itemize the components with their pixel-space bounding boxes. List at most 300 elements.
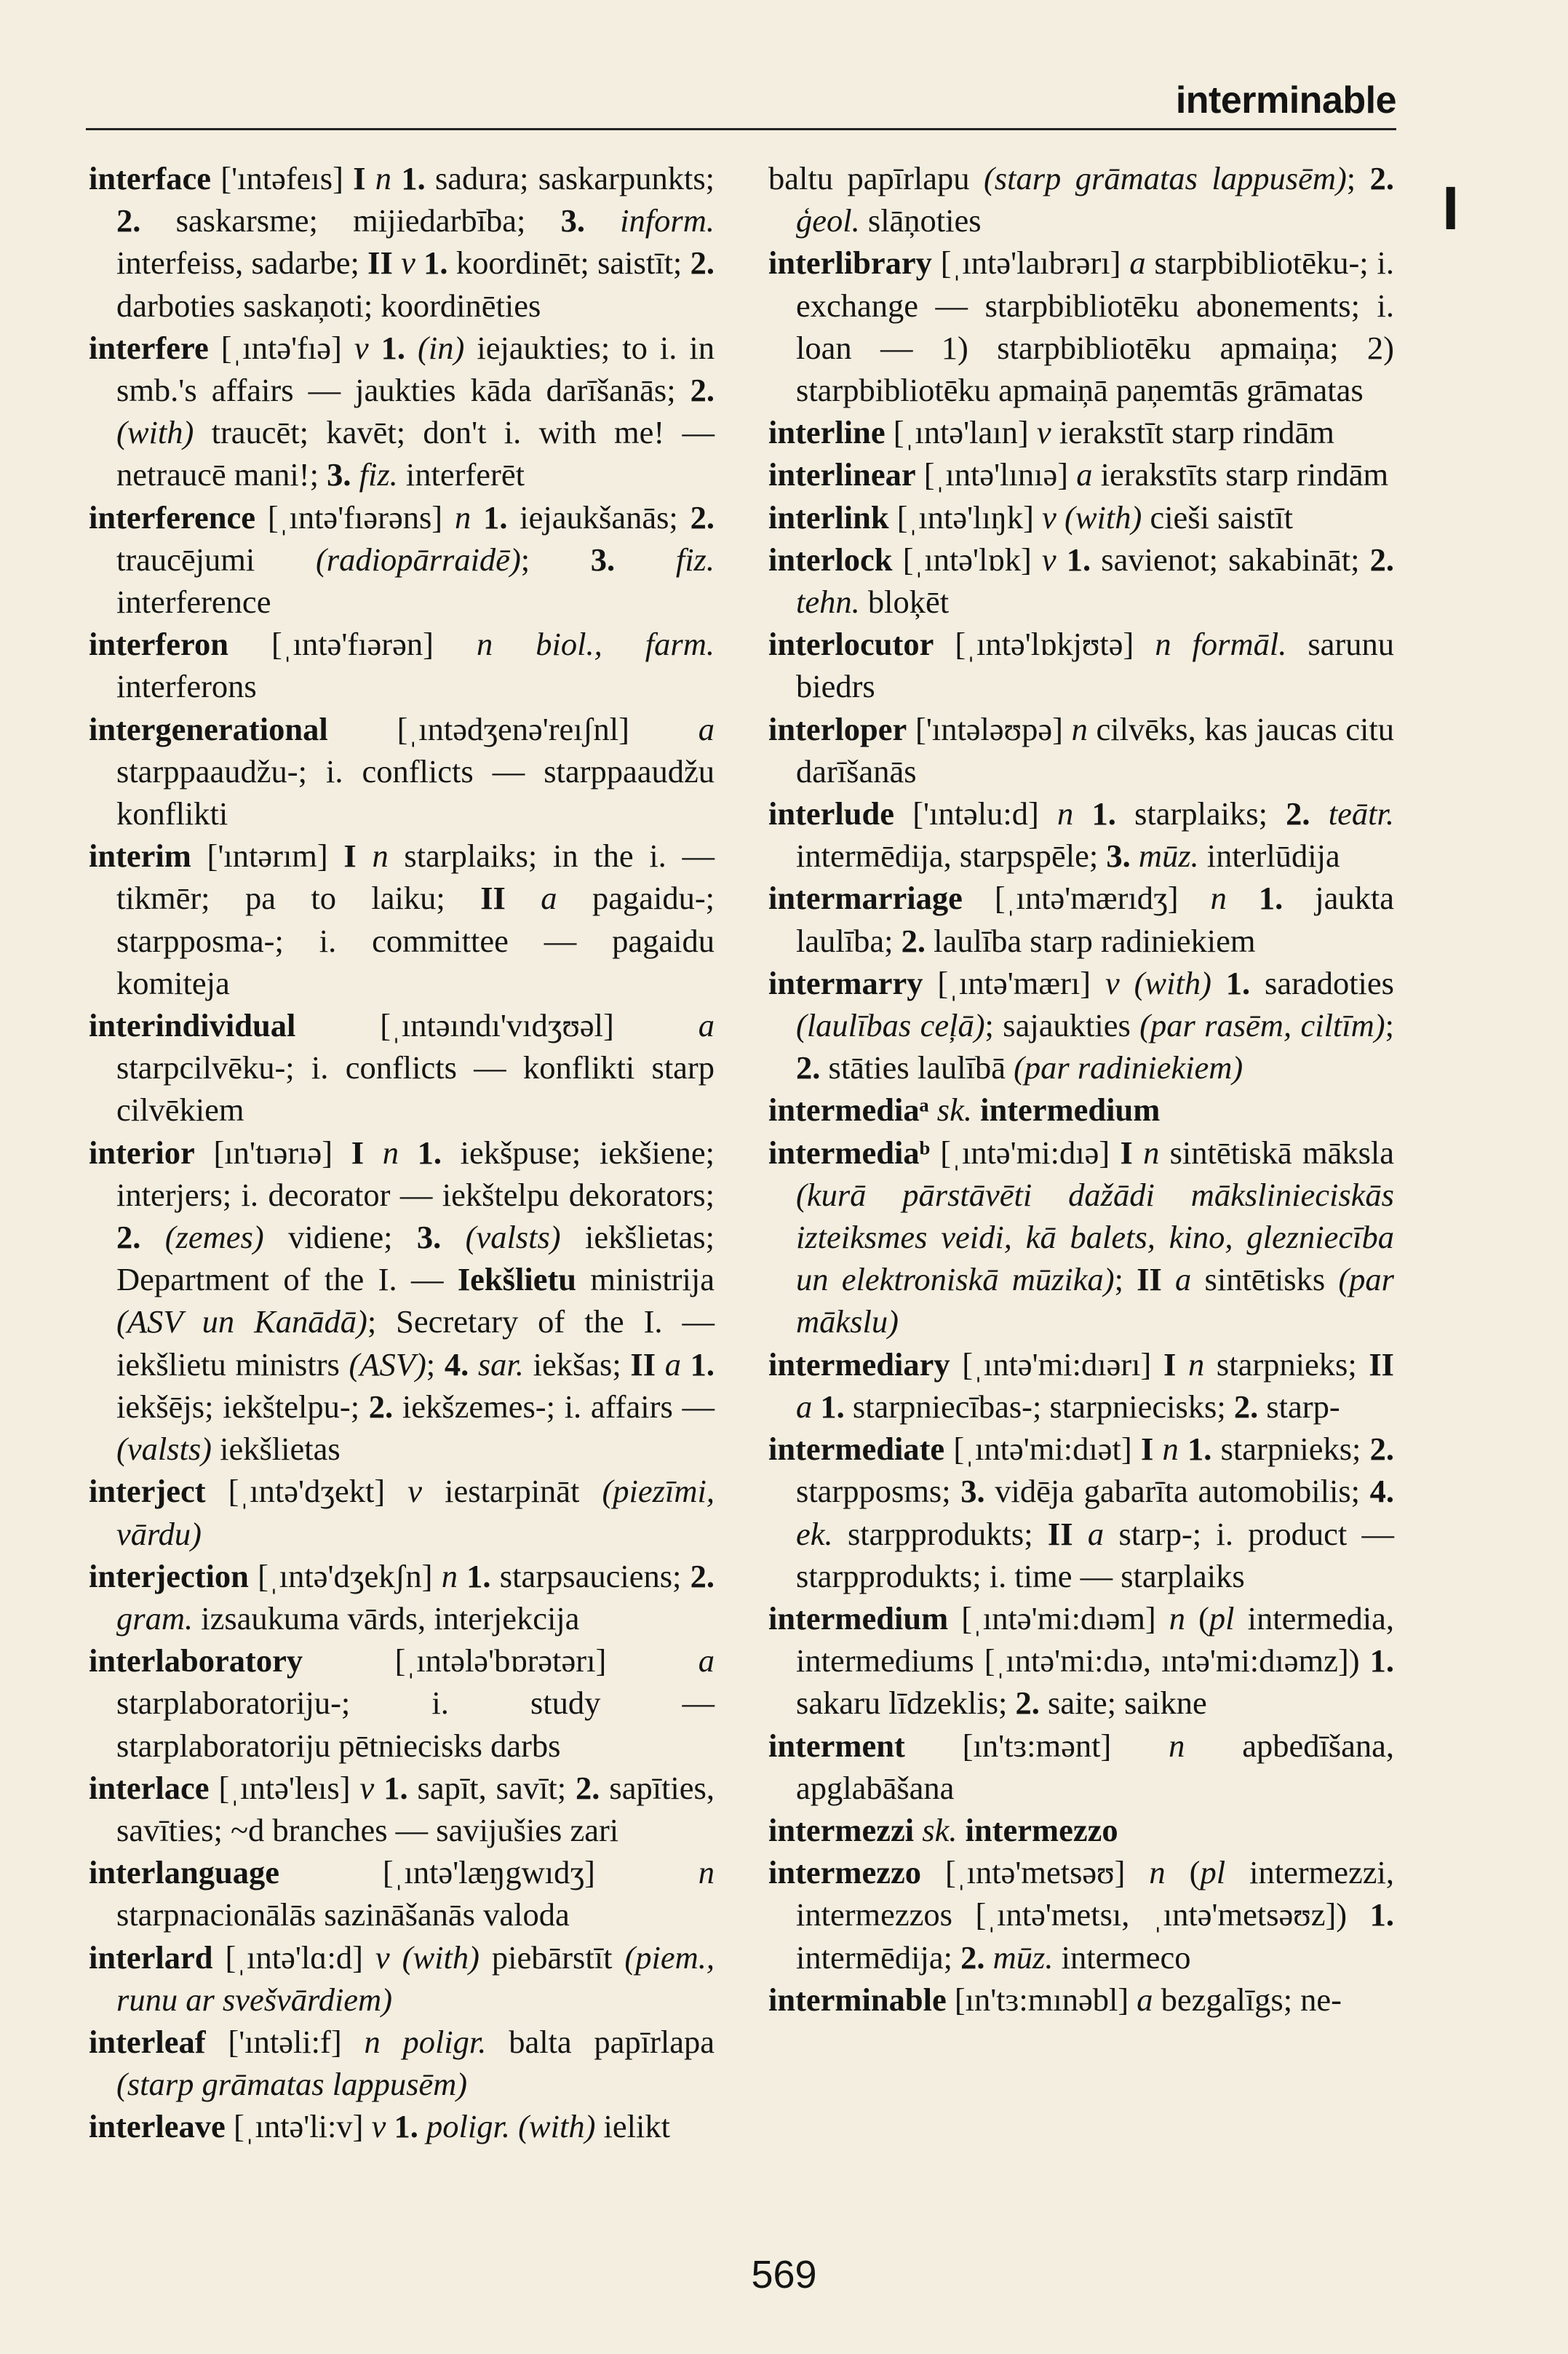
entry-label-italic: n	[372, 838, 405, 875]
entry-label-italic: mūz.	[1130, 838, 1199, 875]
dictionary-entry	[768, 1428, 1394, 1597]
entry-sense-number: 3.	[416, 1219, 442, 1256]
entry-text: ministrija	[576, 1261, 715, 1298]
entry-sense-number: 1.	[483, 498, 508, 536]
entry-label-italic: a	[698, 710, 715, 747]
entry-text: [ˌıntə'læŋgwıdʒ]	[279, 1854, 699, 1891]
entry-headword: interim	[89, 838, 191, 875]
entry-label-italic: (ASV)	[349, 1345, 426, 1383]
entry-label-italic: v (with)	[1042, 498, 1142, 536]
right-column	[768, 157, 1394, 2021]
entry-headword: intermarry	[768, 964, 923, 1001]
entry-headword: interlink	[768, 498, 889, 536]
entry-sense-number: 1.	[1187, 1431, 1212, 1468]
entry-text: balta papīrlapa	[486, 2023, 715, 2060]
entry-text: iestarpināt	[445, 1473, 602, 1510]
entry-text: starpnieks;	[1211, 1431, 1370, 1468]
entry-text: vidiene;	[263, 1219, 417, 1256]
entry-sense-number: intermedium	[971, 1091, 1161, 1129]
entry-text: starplaiks;	[1115, 795, 1286, 832]
entry-sense-number: I	[351, 1134, 383, 1171]
entry-sense-number: 1.	[394, 2108, 418, 2145]
entry-text: izsaukuma vārds, interjekcija	[193, 1599, 580, 1637]
entry-headword: interject	[89, 1473, 206, 1510]
dictionary-entry	[768, 538, 1394, 623]
entry-headword: intermezzi	[768, 1811, 915, 1848]
entry-text: piebārstīt	[479, 1939, 625, 1976]
entry-label-italic: inform.	[584, 202, 715, 239]
entry-sense-number: 2.	[690, 1557, 715, 1594]
entry-headword: interface	[89, 160, 212, 196]
entry-headword: interlanguage	[89, 1854, 280, 1891]
dictionary-entry	[768, 1809, 1394, 1851]
entry-label-italic: (radiopārraidē)	[315, 541, 521, 578]
entry-sense-number: 2.	[1369, 1431, 1394, 1468]
entry-text: ierakstīt starp rindām	[1059, 414, 1334, 451]
entry-text: sarunu biedrs	[796, 626, 1394, 705]
entry-label-italic: a	[1137, 1981, 1161, 2018]
entry-text: intermēdija, starpspēle;	[796, 838, 1107, 875]
entry-text: ['ıntələʊpə]	[907, 710, 1072, 747]
entry-sense-number: 2.	[1369, 160, 1394, 196]
entry-label-italic: v	[371, 2108, 394, 2145]
entry-sense-number: 4.	[444, 1345, 469, 1383]
dictionary-entry	[89, 327, 715, 496]
entry-label-italic: n	[1169, 1599, 1199, 1637]
entry-headword: interfere	[89, 329, 209, 366]
entry-headword: interlard	[89, 1939, 213, 1976]
entry-headword: interlock	[768, 541, 893, 578]
entry-headword: interindividual	[89, 1007, 296, 1044]
entry-sense-number: 4.	[1369, 1473, 1394, 1510]
entry-label-italic: n	[698, 1854, 715, 1891]
entry-sense-number: 3.	[1106, 838, 1131, 875]
entry-label-italic: (piem., runu ar svešvārdiem)	[116, 1939, 715, 2018]
entry-text: saskarsme; mijiedarbība;	[140, 202, 561, 239]
entry-text: [ˌıntə'lɒkjʊtə]	[934, 626, 1155, 663]
entry-label-italic: n	[1071, 710, 1097, 747]
entry-label-italic: n	[1187, 1345, 1217, 1383]
entry-headword: interment	[768, 1727, 905, 1764]
entry-text: starppaaudžu-; i. conflicts — starppaaudžu konflikti	[116, 752, 715, 832]
entry-headword: intermediary	[768, 1345, 950, 1383]
entry-headword: interference	[89, 498, 255, 536]
entry-sense-number: 2.	[1286, 795, 1310, 832]
entry-text: (	[1198, 1599, 1209, 1637]
entry-label-italic: (ASV un Kanādā)	[116, 1303, 367, 1340]
entry-sense-number: 2.	[116, 1219, 141, 1256]
entry-label-italic: (laulības ceļā)	[796, 1007, 985, 1044]
entry-text: ielikt	[595, 2108, 671, 2145]
entry-sense-number: 3.	[590, 541, 616, 578]
entry-text: ; sajaukties	[984, 1007, 1140, 1044]
entry-headword: intermediaᵇ	[768, 1134, 931, 1171]
dictionary-entry	[89, 1132, 715, 1471]
entry-text: sapīties, savīties; ~d branches — savijušies zari	[116, 1769, 715, 1848]
entry-sense-number: 2.	[368, 1388, 394, 1425]
entry-sense-number: II	[1047, 1515, 1088, 1552]
entry-text: [ˌıntə'dʒekʃn]	[248, 1557, 442, 1594]
entry-label-italic: v	[359, 1769, 384, 1806]
entry-text: sintētiskā māksla	[1169, 1134, 1394, 1171]
entry-sense-number: intermezzo	[957, 1811, 1118, 1848]
entry-text: ['ıntəlu:d]	[894, 795, 1058, 832]
entry-label-italic: sk.	[928, 1091, 972, 1129]
entry-text: starpbibliotēku-; i. exchange — starpbibliotēku abonements; i. loan — 1) starpbibliotēku apmaiņa; 2) starpbibliotēku apmaiņā paņemtās grāmatas	[796, 244, 1394, 409]
dictionary-entry	[768, 1343, 1394, 1428]
entry-text: intermedia, intermediums [ˌıntə'mi:dıə, ıntə'mi:dıəmz])	[796, 1599, 1394, 1679]
entry-sense-number: 1.	[1225, 964, 1251, 1001]
entry-sense-number: 1.	[417, 1134, 442, 1171]
entry-text: ;	[1114, 1261, 1137, 1298]
entry-label-italic: (piezīmi, vārdu)	[116, 1473, 715, 1552]
entry-label-italic: (with)	[116, 414, 194, 451]
entry-text: starpnacionālās sazināšanās valoda	[116, 1896, 570, 1933]
dictionary-entry	[89, 1851, 715, 1936]
entry-text: [ˌıntə'mærı]	[923, 964, 1105, 1001]
entry-sense-number: II	[1369, 1345, 1394, 1383]
entry-text: iekšlietas; Department of the I. —	[116, 1219, 715, 1298]
dictionary-entry	[768, 242, 1394, 411]
entry-text: saradoties	[1250, 964, 1394, 1001]
dictionary-entry	[768, 157, 1394, 242]
entry-headword: interlude	[768, 795, 895, 832]
entry-text: [ˌıntəındı'vıdʒʊəl]	[295, 1007, 699, 1044]
entry-text: interlūdija	[1198, 838, 1340, 875]
dictionary-entry	[768, 1132, 1394, 1343]
entry-text: starpsauciens;	[490, 1557, 691, 1594]
entry-label-italic: fiz.	[351, 456, 398, 493]
dictionary-entry	[768, 1979, 1394, 2021]
dictionary-entry	[89, 1936, 715, 2021]
dictionary-entry	[768, 962, 1394, 1089]
entry-label-italic: n biol., farm.	[477, 626, 715, 663]
entry-headword: intermediate	[768, 1431, 945, 1468]
entry-text: ;	[1346, 160, 1370, 196]
entry-text: starp-; i. product — starpprodukts; i. time — starplaiks	[796, 1515, 1395, 1594]
entry-text: iejaukties; to i. in smb.'s affairs — jaukties kāda darīšanās;	[116, 329, 715, 409]
entry-headword: interloper	[768, 710, 907, 747]
entry-label-italic: n	[382, 1134, 418, 1171]
entry-sense-number: I	[1140, 1431, 1163, 1468]
entry-text: interferons	[116, 668, 257, 705]
entry-text: sintētisks	[1204, 1261, 1339, 1298]
entry-text: ['ıntəli:f]	[205, 2023, 365, 2060]
entry-label-italic: a	[698, 1007, 715, 1044]
entry-text: [ˌıntə'mi:dıə]	[930, 1134, 1121, 1171]
entry-text: [ˌıntə'dʒekt]	[205, 1473, 408, 1510]
entry-text: [ˌıntələ'bɒrətərı]	[303, 1642, 699, 1679]
entry-text: starpnieks;	[1216, 1345, 1369, 1383]
entry-headword: intermediaᵃ	[768, 1091, 929, 1129]
entry-label-italic: n	[1143, 1134, 1170, 1171]
thumb-index-letter: I	[1442, 174, 1460, 242]
dictionary-entry	[89, 623, 715, 707]
entry-text: sadura; saskarpunkts;	[425, 160, 715, 196]
entry-sense-number: 2.	[1233, 1388, 1259, 1425]
entry-label-italic: poligr. (with)	[418, 2108, 596, 2145]
entry-text: vidēja gabarīta automobilis;	[984, 1473, 1370, 1510]
entry-headword: interlaboratory	[89, 1642, 303, 1679]
entry-headword: interjection	[89, 1557, 249, 1594]
entry-sense-number: 1.	[383, 1769, 408, 1806]
entry-label-italic: (starp grāmatas lappusēm)	[983, 160, 1347, 196]
entry-headword: interlocutor	[768, 626, 934, 663]
dictionary-entry	[768, 1597, 1394, 1725]
entry-label-italic: (par rasēm, ciltīm)	[1139, 1007, 1385, 1044]
dictionary-entry	[768, 1089, 1394, 1131]
entry-text: slāņoties	[859, 202, 982, 239]
entry-label-italic: (valsts)	[116, 1431, 212, 1468]
entry-label-italic: n	[1057, 795, 1092, 832]
entry-sense-number: II	[630, 1345, 665, 1383]
entry-text: [ın'tıərıə]	[194, 1134, 351, 1171]
entry-label-italic: mūz.	[984, 1939, 1054, 1976]
entry-text: interferēt	[397, 456, 525, 493]
entry-text: intermezzi, intermezzos [ˌıntə'metsı, ˌıntə'metsəʊz])	[796, 1854, 1394, 1933]
dictionary-entry	[768, 877, 1394, 961]
entry-headword: interlibrary	[768, 244, 932, 282]
entry-label-italic: (kurā pārstāvēti dažādi mākslinieciskās izteiksmes veidi, kā balets, kino, glezniecība un elektroniskā mūzika)	[796, 1176, 1394, 1298]
entry-text: saite; saikne	[1039, 1685, 1207, 1722]
entry-label-italic: a	[1076, 456, 1101, 493]
entry-headword: interline	[768, 414, 886, 451]
entry-headword: interlinear	[768, 456, 916, 493]
entry-text: [ˌıntə'leıs]	[209, 1769, 360, 1806]
dictionary-entry	[89, 1470, 715, 1554]
entry-sense-number: 3.	[960, 1473, 985, 1510]
entry-text: [ˌıntə'fıərəns]	[255, 498, 455, 536]
entry-text: [ˌıntə'lınıə]	[915, 456, 1077, 493]
page-number: 569	[751, 2253, 817, 2297]
entry-sense-number: 2.	[796, 1049, 821, 1086]
entry-text: [ˌıntə'metsəʊ]	[921, 1854, 1150, 1891]
entry-text: ['ıntəfeıs]	[211, 160, 354, 196]
entry-text: iekšzemes-; i. affairs —	[393, 1388, 715, 1425]
dictionary-entry	[89, 835, 715, 1004]
entry-sense-number: 2.	[576, 1769, 600, 1806]
dictionary-entry	[89, 496, 715, 624]
entry-sense-number: Iekšlietu	[457, 1261, 577, 1298]
entry-text: darboties saskaņoti; koordinēties	[116, 287, 541, 324]
entry-sense-number: I	[1120, 1134, 1144, 1171]
entry-label-italic: n	[1162, 1431, 1187, 1468]
entry-sense-number: 1.	[1066, 541, 1091, 578]
entry-sense-number: 3.	[327, 456, 351, 493]
entry-label-italic: ek.	[796, 1515, 833, 1552]
entry-text: laulība starp radiniekiem	[925, 922, 1256, 959]
dictionary-entry	[768, 453, 1394, 496]
entry-label-italic: pl	[1209, 1599, 1248, 1637]
dictionary-entry	[89, 708, 715, 835]
dictionary-entry	[768, 623, 1394, 707]
entry-sense-number: 1.	[466, 1557, 491, 1594]
entry-text: cilvēks, kas jaucas citu darīšanās	[796, 710, 1394, 790]
dictionary-entry	[89, 1555, 715, 1639]
entry-text: ['ıntərım]	[191, 838, 344, 875]
entry-label-italic: a	[1087, 1515, 1119, 1552]
entry-text: sakaru līdzeklis;	[796, 1685, 1016, 1722]
entry-label-italic: n	[375, 160, 402, 196]
entry-sense-number: 2.	[901, 922, 926, 959]
entry-text: pagaidu-; starpposma-; i. committee — pagaidu komiteja	[116, 880, 715, 1001]
dictionary-entry	[768, 708, 1394, 792]
dictionary-entry	[768, 1851, 1394, 1979]
entry-label-italic: (zemes)	[140, 1219, 264, 1256]
entry-label-italic: (starp grāmatas lappusēm)	[116, 2066, 468, 2103]
entry-label-italic: a	[698, 1642, 715, 1679]
entry-label-italic: v (with)	[375, 1939, 479, 1976]
entry-sense-number: 2.	[960, 1939, 985, 1976]
entry-label-italic: a	[664, 1345, 691, 1383]
entry-label-italic: n	[1210, 880, 1259, 917]
entry-sense-number: 1.	[820, 1388, 845, 1425]
entry-text: bloķēt	[859, 584, 950, 621]
entry-label-italic: n	[1149, 1854, 1190, 1891]
entry-label-italic: v	[354, 329, 381, 366]
entry-text: traucējumi	[116, 541, 316, 578]
entry-text: iekšpuse; iekšiene; interjers; i. decorator — iekštelpu dekorators;	[116, 1134, 715, 1213]
entry-text: [ˌıntədʒenə'reıʃnl]	[327, 710, 699, 747]
dictionary-entry	[768, 1725, 1394, 1809]
entry-label-italic: (par radiniekiem)	[1014, 1049, 1243, 1086]
entry-label-italic: tehn.	[796, 584, 860, 621]
entry-label-italic: sar.	[469, 1345, 524, 1383]
entry-text: starpcilvēku-; i. conflicts — konflikti starp cilvēkiem	[116, 1049, 715, 1129]
entry-text: interference	[116, 584, 271, 621]
entry-headword: intermezzo	[768, 1854, 922, 1891]
entry-headword: interlace	[89, 1769, 210, 1806]
entry-text: [ˌıntə'laın]	[885, 414, 1037, 451]
entry-sense-number: 1.	[401, 160, 426, 196]
entry-sense-number: 1.	[1091, 795, 1116, 832]
dictionary-entry	[89, 2021, 715, 2105]
entry-label-italic: n	[454, 498, 484, 536]
entry-text: apbedīšana, apglabāšana	[796, 1727, 1394, 1806]
entry-text: starplaiks; in the i. — tikmēr; pa to laiku;	[116, 838, 715, 917]
header-rule	[86, 128, 1396, 130]
entry-text: intermēdija;	[796, 1939, 961, 1976]
entry-sense-number: I	[1163, 1345, 1188, 1383]
entry-label-italic: a	[1175, 1261, 1205, 1298]
entry-sense-number: 2.	[690, 498, 715, 536]
entry-text: jaukta laulība;	[796, 880, 1395, 959]
entry-sense-number: 2.	[1369, 541, 1394, 578]
dictionary-entry	[768, 496, 1394, 538]
entry-text: bezgalīgs; ne-	[1161, 1981, 1342, 2018]
entry-label-italic: (in)	[405, 329, 465, 366]
dictionary-entry	[89, 2105, 715, 2147]
entry-text: ;	[520, 541, 591, 578]
entry-headword: interior	[89, 1134, 195, 1171]
entry-sense-number: I	[353, 160, 375, 196]
entry-label-italic: v	[1041, 541, 1067, 578]
entry-text: [ın'tɜ:mınəbl]	[946, 1981, 1137, 2018]
entry-text: (	[1189, 1854, 1201, 1891]
running-head: interminable	[1175, 79, 1396, 122]
entry-text: [ˌıntə'lɑ:d]	[212, 1939, 375, 1976]
dictionary-entry	[768, 792, 1394, 877]
dictionary-entry	[89, 1767, 715, 1851]
entry-sense-number: 2.	[690, 372, 715, 409]
entry-label-italic: teātr.	[1310, 795, 1394, 832]
entry-label-italic: a	[796, 1388, 821, 1425]
entry-sense-number: 1.	[381, 329, 406, 366]
dictionary-entry	[89, 1639, 715, 1767]
entry-text: savienot; sakabināt;	[1091, 541, 1370, 578]
entry-text: [ın'tɜ:mənt]	[904, 1727, 1169, 1764]
entry-label-italic: gram.	[116, 1599, 194, 1637]
entry-text: koordinēt; saistīt;	[447, 244, 691, 282]
entry-headword: interferon	[89, 626, 228, 663]
entry-text: [ˌıntə'mi:dıət]	[944, 1431, 1141, 1468]
entry-text: starp-	[1258, 1388, 1340, 1425]
entry-label-italic: fiz.	[615, 541, 715, 578]
entry-label-italic: a	[541, 880, 592, 917]
entry-text: cieši saistīt	[1142, 498, 1293, 536]
entry-text: [ˌıntə'lıŋk]	[888, 498, 1043, 536]
entry-text: ;	[1385, 1007, 1394, 1044]
entry-text: sapīt, savīt;	[407, 1769, 576, 1806]
entry-label-italic: ģeol.	[796, 202, 860, 239]
entry-text: stāties laulībā	[820, 1049, 1014, 1086]
entry-text: iekšlietas	[212, 1431, 341, 1468]
entry-text: [ˌıntə'fıə]	[208, 329, 354, 366]
entry-sense-number: II	[480, 880, 541, 917]
entry-text: starpniecības-; starpniecisks;	[844, 1388, 1234, 1425]
entry-sense-number: 3.	[560, 202, 585, 239]
entry-text: iekšējs; iekštelpu-;	[116, 1388, 369, 1425]
entry-headword: intermedium	[768, 1599, 949, 1637]
entry-label-italic: (par mākslu)	[796, 1261, 1394, 1340]
entry-text: [ˌıntə'mi:dıəm]	[948, 1599, 1169, 1637]
entry-sense-number: 2.	[1015, 1685, 1040, 1722]
entry-sense-number: 1.	[1369, 1896, 1394, 1933]
entry-sense-number: II	[367, 244, 402, 282]
dictionary-entry	[768, 411, 1394, 453]
entry-label-italic: n	[441, 1557, 467, 1594]
entry-text: iekšas;	[523, 1345, 631, 1383]
entry-sense-number: 1.	[423, 244, 448, 282]
entry-text: interfeiss, sadarbe;	[116, 244, 368, 282]
entry-label-italic: pl	[1200, 1854, 1250, 1891]
entry-sense-number: 2.	[116, 202, 141, 239]
entry-text: iejaukšanās;	[507, 498, 691, 536]
entry-label-italic: v	[407, 1473, 445, 1510]
entry-headword: intergenerational	[89, 710, 328, 747]
entry-text: [ˌıntə'fıərən]	[228, 626, 477, 663]
entry-text: ierakstīts starp rindām	[1100, 456, 1389, 493]
entry-text: baltu papīrlapu	[768, 160, 984, 196]
entry-text: intermeco	[1053, 1939, 1191, 1976]
entry-text: starpposms;	[796, 1473, 961, 1510]
entry-sense-number: II	[1137, 1261, 1176, 1298]
entry-label-italic: a	[1129, 244, 1155, 282]
entry-label-italic: n poligr.	[364, 2023, 487, 2060]
entry-label-italic: n formāl.	[1155, 626, 1287, 663]
entry-text: ; Secretary of the I. — iekšlietu ministrs	[116, 1303, 715, 1383]
entry-headword: interleaf	[89, 2023, 206, 2060]
entry-text: [ˌıntə'mærıdʒ]	[962, 880, 1211, 917]
entry-text: starpprodukts;	[832, 1515, 1048, 1552]
entry-sense-number: I	[343, 838, 373, 875]
entry-label-italic: n	[1169, 1727, 1243, 1764]
entry-headword: interminable	[768, 1981, 947, 2018]
entry-sense-number: 1.	[690, 1345, 715, 1383]
entry-label-italic: v (with)	[1105, 964, 1226, 1001]
dictionary-entry	[89, 157, 715, 327]
entry-label-italic: v	[401, 244, 424, 282]
